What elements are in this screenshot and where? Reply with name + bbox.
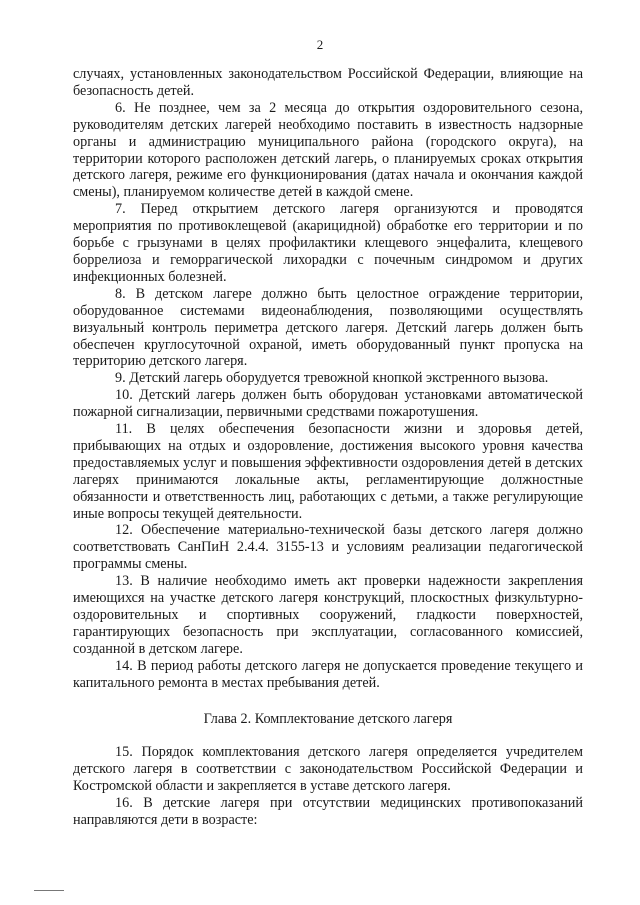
paragraph-15: 15. Порядок комплектования детского лагеря определяется учредителем детского лагеря в соответствии с законодательством Российской Федерации и Костромской области и закрепляется в уставе детского лагеря.	[73, 744, 583, 795]
paragraph-14: 14. В период работы детского лагеря не допускается проведение текущего и капитального ремонта в местах пребывания детей.	[73, 657, 583, 691]
document-body	[73, 66, 583, 829]
paragraph-8: 8. В детском лагере должно быть целостное ограждение территории, оборудованное системами видеонаблюдения, позволяющими осуществлять визуальный контроль периметра детского лагеря. Детский лагерь должен быть обеспечен круглосуточной охраной, иметь оборудованный пункт пропуска на территорию детского лагеря.	[73, 285, 583, 370]
paragraph-10: 10. Детский лагерь должен быть оборудован установками автоматической пожарной сигнализации, первичными средствами пожаротушения.	[73, 387, 583, 421]
chapter-heading: Глава 2. Комплектование детского лагеря	[203, 710, 453, 727]
paragraph-13: 13. В наличие необходимо иметь акт проверки надежности закрепления имеющихся на участке детского лагеря конструкций, плоскостных физкультурно-оздоровительных и спортивных сооружений, гладкости поверхностей, гарантирующих безопасность при эксплуатации, согласованного комиссией, созданной в детском лагере.	[73, 573, 583, 657]
paragraph-11: 11. В целях обеспечения безопасности жизни и здоровья детей, прибывающих на отдых и оздоровление, достижения высокого уровня качества предоставляемых услуг и повышения эффективности оздоровления детей в детских лагерях принимаются локальные акты, регламентирующие должностные обязанности и ответственность лиц, работающих с детьми, а также регулирующие иные вопросы текущей деятельности.	[73, 421, 583, 522]
paragraph-16: 16. В детские лагеря при отсутствии медицинских противопоказаний направляются дети в возрасте:	[73, 795, 583, 829]
page-number: 2	[316, 37, 324, 52]
paragraph-continuation: случаях, установленных законодательством Российской Федерации, влияющие на безопасность детей.	[73, 66, 583, 99]
paragraph-9: 9. Детский лагерь оборудуется тревожной кнопкой экстренного вызова.	[115, 370, 549, 387]
paragraph-7: 7. Перед открытием детского лагеря организуются и проводятся мероприятия по противоклещевой (акарицидной) обработке его территории и по борьбе с грызунами в целях профилактики клещевого энцефалита, клещевого боррелиоза и геморрагической лихорадки с почечным синдромом и других инфекционных болезней.	[73, 201, 583, 285]
footer-divider	[34, 890, 64, 891]
paragraph-6: 6. Не позднее, чем за 2 месяца до открытия оздоровительного сезона, руководителям детских лагерей необходимо поставить в известность надзорные органы и администрацию муниципального района (городского округа), на территории которого расположен детский лагерь, о планируемых сроках открытия детского лагеря, режиме его функционирования (датах начала и окончания каждой смены), планируемом количестве детей в каждой смене.	[73, 99, 583, 201]
paragraph-12: 12. Обеспечение материально-технической базы детского лагеря должно соответствовать СанПиН 2.4.4. 3155-13 и условиям реализации педагогической программы смены.	[73, 522, 583, 573]
